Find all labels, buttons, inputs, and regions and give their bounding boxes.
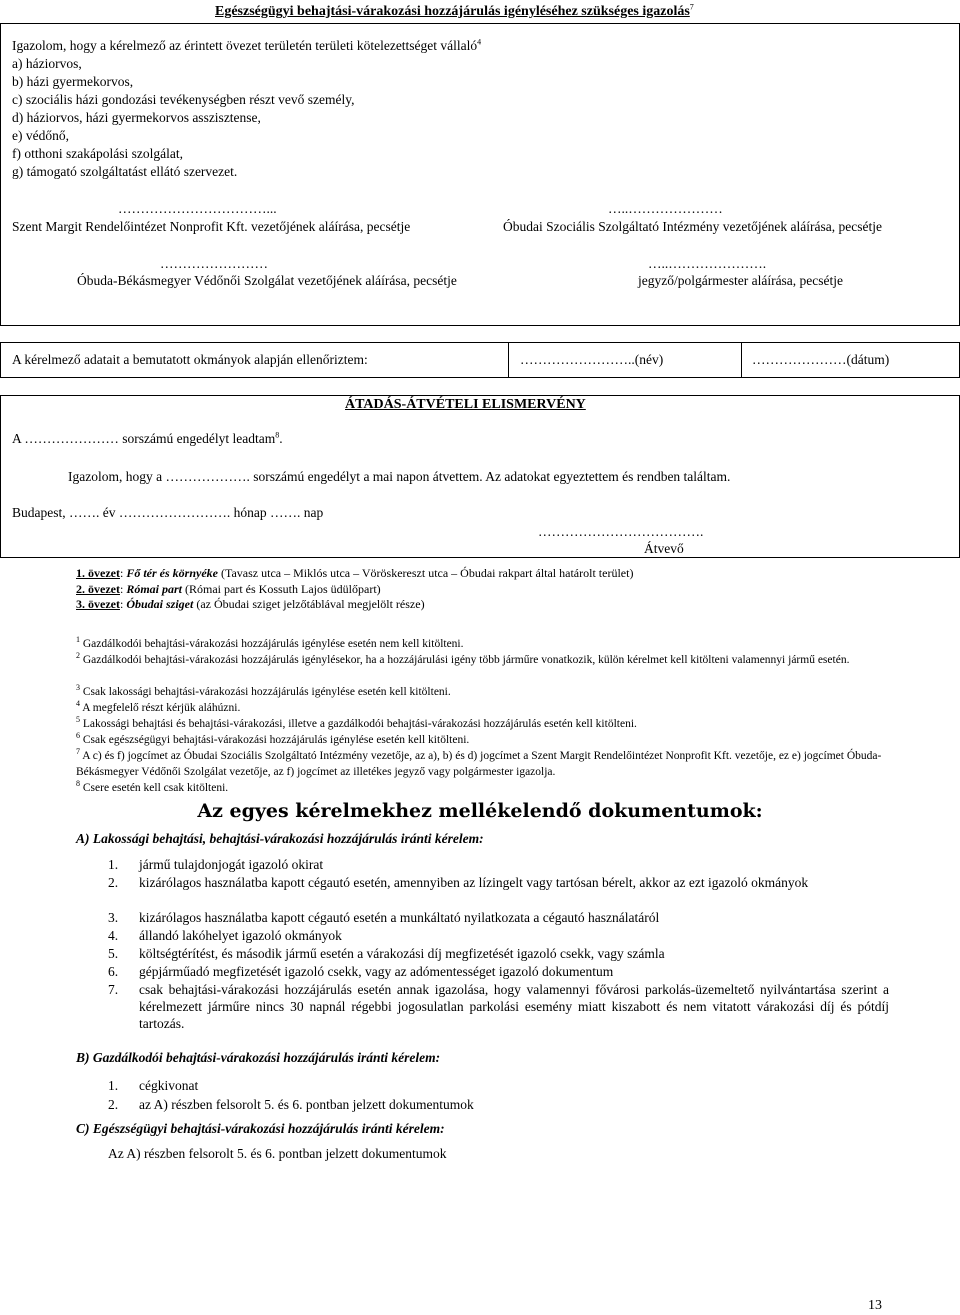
footnote: $^7$ A c) és f) jogcímet az Óbudai Szociális Szolgáltató Intézmény vezetője, az a), b) és d) jogcímet a Szent Margit Rendelőintézet Nonprofit Kft. vezetője, ez e) jogcímet Óbuda-Békásmegyer Védőnői Szolgálat vezetője, az f) jogcímet az illetékes jegyző vagy polgármester igazolja.	[76, 747, 882, 778]
certificate-content	[12, 37, 481, 181]
signature-line-4: …..………………….	[648, 256, 767, 271]
zone-list	[76, 566, 633, 613]
certificate-item: b) házi gyermekorvos,	[12, 74, 134, 89]
handover-heading: ÁTADÁS-ÁTVÉTELI ELISMERVÉNY	[345, 397, 586, 412]
zone-2: 2. övezet: Római part (Római part és Kossuth Lajos üdülőpart)	[76, 581, 381, 596]
signature-line-2: …..…………………	[608, 201, 723, 216]
certificate-item: f) otthoni szakápolási szolgálat,	[12, 146, 183, 161]
section-c-title: C) Egészségügyi behajtási-várakozási hozzájárulás iránti kérelem:	[76, 1121, 445, 1136]
handover-issued: A ………………… sorszámú engedélyt leadtam$^8$.	[12, 430, 283, 446]
footnote: $^1$ Gazdálkodói behajtási-várakozási hozzájárulás igénylése esetén nem kell kitölteni.	[76, 635, 464, 650]
handover-date: Budapest, ……. év ……………………. hónap ……. nap	[12, 505, 324, 520]
verification-text: A kérelmező adatait a bemutatott okmányok alapján ellenőriztem:	[12, 352, 368, 367]
signature-label-4: jegyző/polgármester aláírása, pecsétje	[638, 273, 844, 288]
certificate-item: d) háziorvos, házi gyermekorvos asszisztense,	[12, 110, 261, 125]
page-number: 13	[868, 1298, 882, 1313]
signature-line-3: ……………………	[160, 256, 268, 271]
footnote: $^3$ Csak lakossági behajtási-várakozási hozzájárulás igénylése esetén kell kitölteni.	[76, 683, 451, 698]
section-c-text: Az A) részben felsorolt 5. és 6. pontban jelzett dokumentumok	[108, 1146, 447, 1161]
footnote: $^4$ A megfelelő részt kérjük aláhúzni.	[76, 699, 241, 714]
signature-label-3: Óbuda-Békásmegyer Védőnői Szolgálat vezetőjének aláírása, pecsétje	[77, 273, 457, 288]
footnote: $^8$ Csere esetén kell csak kitölteni.	[76, 779, 229, 794]
certificate-item: g) támogató szolgáltatást ellátó szervezet.	[12, 164, 238, 179]
footnote: $^6$ Csak egészségügyi behajtási-várakozási hozzájárulás igénylése esetén kell kitölteni.	[76, 731, 470, 746]
certificate-intro: Igazolom, hogy a kérelmező az érintett övezet területén területi kötelezettséget vállaló$^4$	[12, 37, 482, 53]
zone-1: 1. övezet: Fő tér és környéke (Tavasz utca – Miklós utca – Vöröskereszt utca – Óbudai rakpart által határolt terület)	[76, 566, 634, 580]
documents-title: Az egyes kérelmekhez mellékelendő dokumentumok:	[197, 800, 763, 822]
form-title-footnote: 7	[689, 2, 694, 12]
receiver-signature-line: ……………………………….	[538, 524, 704, 539]
form-title	[215, 4, 694, 20]
receiver-label: Átvevő	[644, 541, 684, 556]
handover-confirm: Igazolom, hogy a ………………. sorszámú engedélyt a mai napon átvettem. Az adatokat egyeztettem és rendben találtam.	[68, 469, 731, 484]
signature-label-2: Óbudai Szociális Szolgáltató Intézmény vezetőjének aláírása, pecsétje	[503, 219, 882, 234]
signature-line-1: ……………………………...	[118, 201, 277, 216]
footnote: $^2$ Gazdálkodói behajtási-várakozási hozzájárulás igénylésekor, ha a hozzájárulási igény több járműre vonatkozik, külön kérelmet kell kitölteni valamennyi jármű esetén.	[76, 651, 850, 666]
footnote: $^5$ Lakossági behajtási és behajtási-várakozási, illetve a gazdálkodói behajtási-várakozási hozzájárulás esetén kell kitölteni.	[76, 715, 637, 730]
name-field-label: ……………………..(név)	[520, 352, 664, 367]
certificate-item: e) védőnő,	[12, 128, 69, 143]
date-field-label[interactable]: …………………(dátum)	[752, 352, 890, 367]
section-b-title: B) Gazdálkodói behajtási-várakozási hozzájárulás iránti kérelem:	[76, 1050, 441, 1065]
certificate-item: a) háziorvos,	[12, 56, 82, 71]
section-a-title: A) Lakossági behajtási, behajtási-várakozási hozzájárulás iránti kérelem:	[76, 831, 484, 846]
zone-3: 3. övezet: Óbudai sziget (az Óbudai sziget jelzőtáblával megjelölt része)	[76, 597, 425, 611]
signature-label-1: Szent Margit Rendelőintézet Nonprofit Kft. vezetőjének aláírása, pecsétje	[12, 219, 411, 234]
certificate-item: c) szociális házi gondozási tevékenységben részt vevő személy,	[12, 92, 355, 107]
form-title-text: Egészségügyi behajtási-várakozási hozzájárulás igényléséhez szükséges igazolás	[215, 4, 690, 19]
